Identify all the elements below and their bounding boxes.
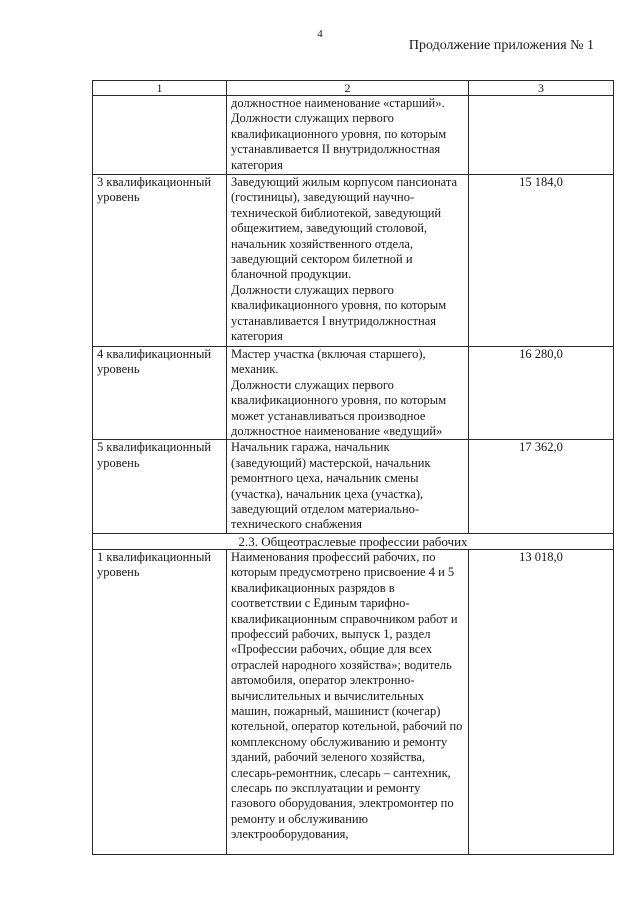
salary-table [92,80,614,855]
table-header-row [93,81,614,96]
description-cell: Заведующий жилым корпусом пансионата (гостиницы), заведующий научно-технической библиотекой, заведующий общежитием, заведующий столовой, начальник хозяйственного отдела, заведующий сектором билетной и бланочной продукции. Должности служащих первого квалификационного уровня, по которым устанавливается I внутридолжностная категория [227,175,469,347]
level-cell [93,96,227,175]
column-header: 2 [227,81,469,96]
level-cell: 1 квалификационный уровень [93,549,227,854]
table-row [93,347,614,440]
level-cell: 3 квалификационный уровень [93,175,227,347]
column-header: 1 [93,81,227,96]
table-row [93,549,614,854]
section-heading-row [93,533,614,549]
salary-cell: 17 362,0 [469,440,614,533]
description-cell: Начальник гаража, начальник (заведующий) мастерской, начальник ремонтного цеха, начальник смены (участка), начальник цеха (участка), заведующий отделом материально-технического снабжения [227,440,469,533]
page-number: 4 [317,28,323,40]
salary-cell: 13 018,0 [469,549,614,854]
table-row [93,96,614,175]
description-cell: Мастер участка (включая старшего), механик. Должности служащих первого квалификационного уровня, по которым может устанавливаться производное должностное наименование «ведущий» [227,347,469,440]
salary-cell [469,96,614,175]
level-cell: 4 квалификационный уровень [93,347,227,440]
salary-cell: 16 280,0 [469,347,614,440]
column-header: 3 [469,81,614,96]
table-row [93,175,614,347]
description-cell: должностное наименование «старший». Должности служащих первого квалификационного уровня, по которым устанавливается II внутридолжностная категория [227,96,469,175]
description-cell: Наименования профессий рабочих, по которым предусмотрено присвоение 4 и 5 квалификационных разрядов в соответствии с Единым тарифно-квалификационным справочником работ и профессий рабочих, выпуск 1, раздел «Профессии рабочих, общие для всех отраслей народного хозяйства»; водитель автомобиля, оператор электронно-вычислительных и вычислительных машин, пожарный, машинист (кочегар) котельной, оператор котельной, рабочий по комплексному обслуживанию и ремонту зданий, рабочий зеленого хозяйства, слесарь-ремонтник, слесарь – сантехник, слесарь по эксплуатации и ремонту газового оборудования, электромонтер по ремонту и обслуживанию электрооборудования, [227,549,469,854]
salary-cell: 15 184,0 [469,175,614,347]
continuation-title: Продолжение приложения № 1 [408,38,594,53]
level-cell: 5 квалификационный уровень [93,440,227,533]
section-title: 2.3. Общеотраслевые профессии рабочих [93,533,614,549]
table-row [93,440,614,533]
